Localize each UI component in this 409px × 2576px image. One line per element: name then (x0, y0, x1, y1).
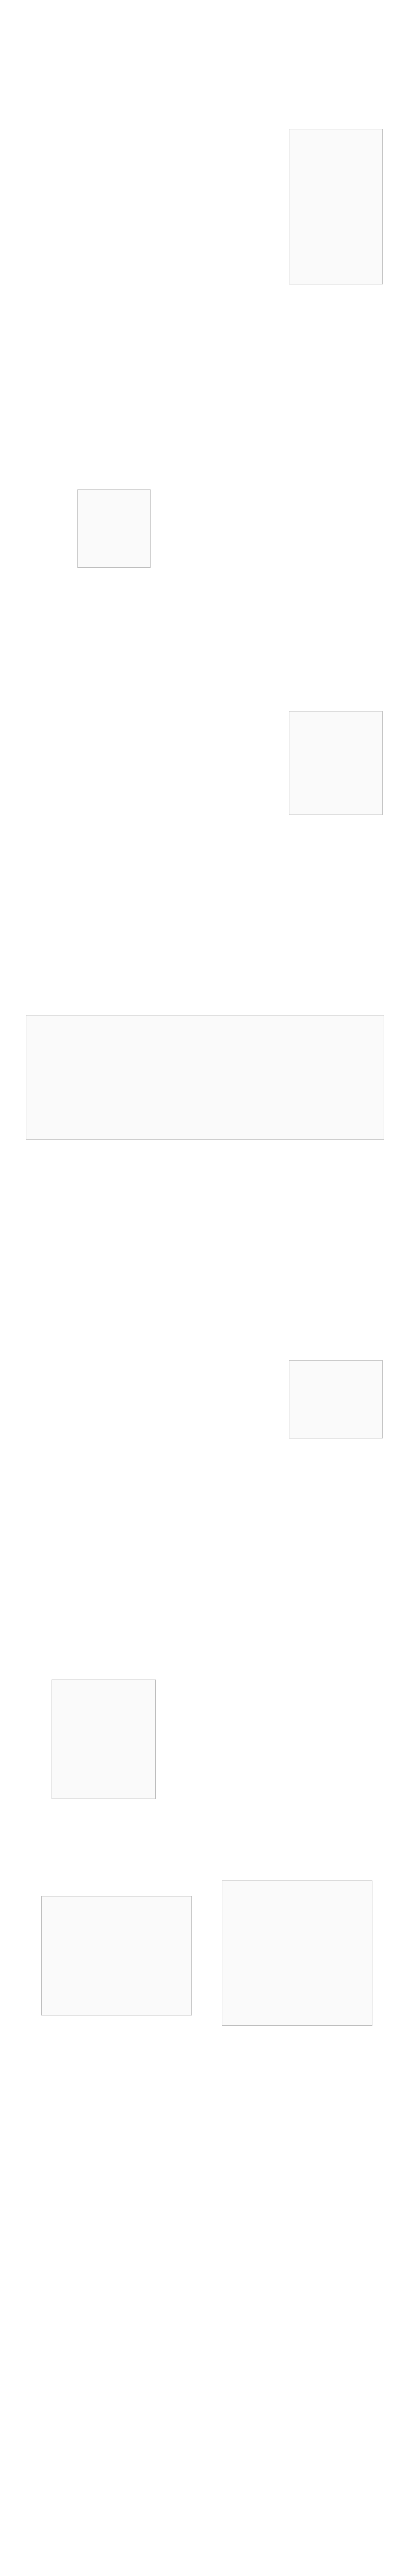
solutions-text (26, 2267, 383, 2576)
flowchart-figure (289, 129, 383, 284)
survey-table (26, 1015, 384, 1140)
section-1-title (26, 77, 383, 91)
section-2 (26, 649, 383, 672)
data-table (41, 1896, 192, 2015)
bar-chart-figure (77, 489, 151, 568)
section-3-note (26, 2239, 383, 2248)
section-1 (26, 77, 383, 100)
section-2-title (26, 649, 383, 663)
section-1-note (26, 91, 383, 100)
prism-figure (52, 1680, 156, 1799)
sine-graph-figure (289, 1360, 383, 1438)
document-subtitle (0, 27, 409, 40)
histogram-figure (222, 1880, 372, 2026)
section-2-note (26, 663, 383, 672)
document-header (0, 9, 409, 40)
solid-geometry-figure (289, 711, 383, 815)
section-3-title (26, 2226, 383, 2239)
section-3 (26, 2226, 383, 2248)
document-title (0, 9, 409, 24)
